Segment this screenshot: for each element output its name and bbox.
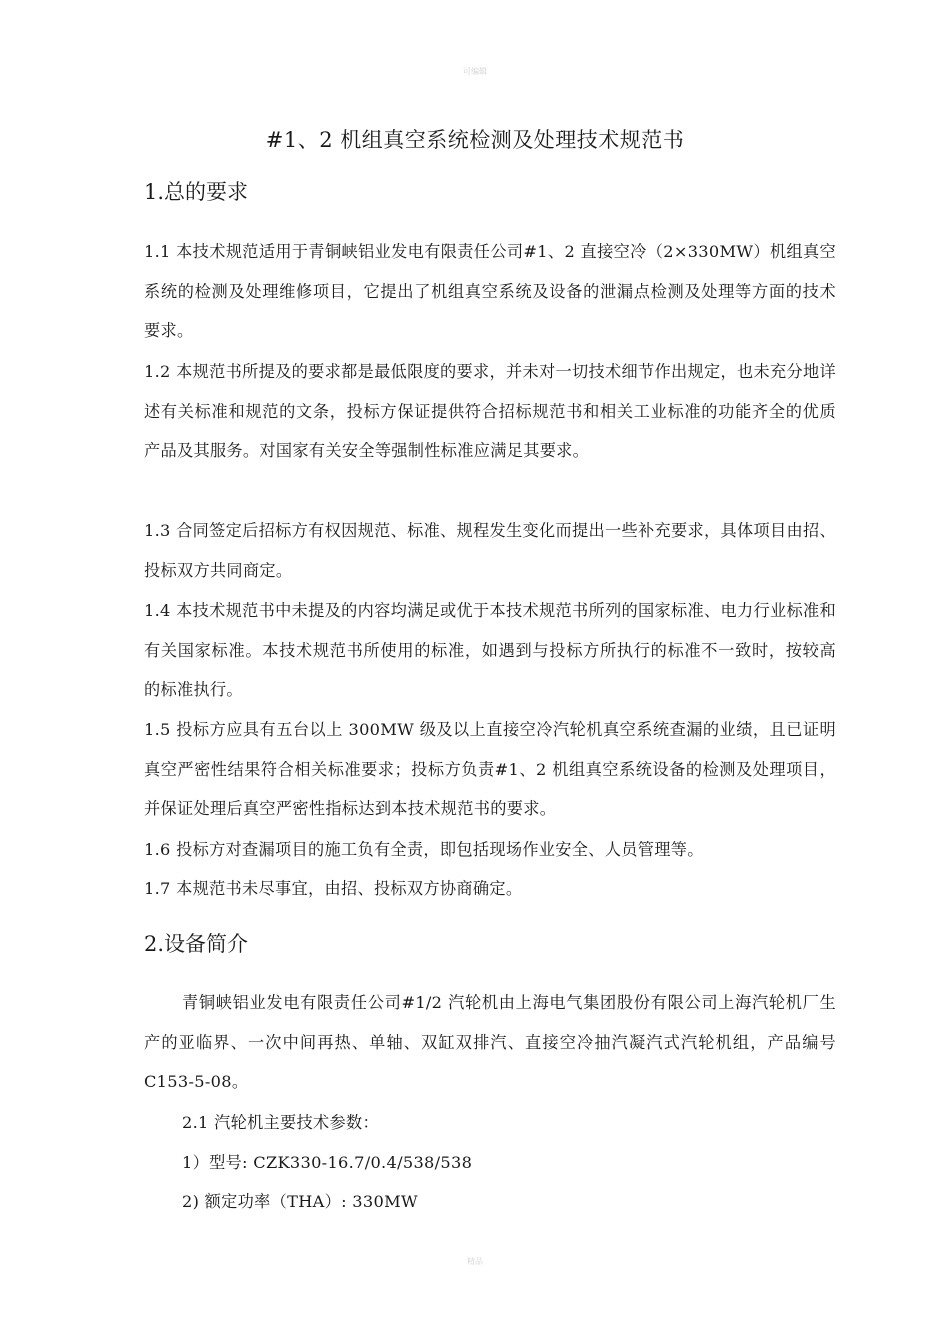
paragraph-1-3: 1.3 合同签定后招标方有权因规范、标准、规程发生变化而提出一些补充要求，具体项目由招、投标双方共同商定。 <box>144 521 836 580</box>
footer-watermark: 精品 <box>467 1257 483 1266</box>
paragraph-1-4: 1.4 本技术规范书中未提及的内容均满足或优于本技术规范书所列的国家标准、电力行业标准和有关国家标准。本技术规范书所使用的标准，如遇到与投标方所执行的标准不一致时，按较高的标准执行。 <box>144 601 836 699</box>
section-1-heading: 1.总的要求 <box>144 180 249 204</box>
paragraph-1-2: 1.2 本规范书所提及的要求都是最低限度的要求，并未对一切技术细节作出规定，也未充分地详述有关标准和规范的文条，投标方保证提供符合招标规范书和相关工业标准的功能齐全的优质产品及其服务。对国家有关安全等强制性标准应满足其要求。 <box>144 362 836 460</box>
paragraph-1-5: 1.5 投标方应具有五台以上 300MW 级及以上直接空冷汽轮机真空系统查漏的业绩，且已证明真空严密性结果符合相关标准要求；投标方负责#1、2 机组真空系统设备的检测及处理项目，并保证处理后真空严密性指标达到本技术规范书的要求。 <box>144 720 836 818</box>
equipment-intro: 青铜峡铝业发电有限责任公司#1/2 汽轮机由上海电气集团股份有限公司上海汽轮机厂生产的亚临界、一次中间再热、单轴、双缸双排汽、直接空冷抽汽凝汽式汽轮机组，产品编号 C153-5-08。 <box>144 993 836 1091</box>
header-watermark: 可编辑 <box>463 67 487 76</box>
section-2-heading: 2.设备简介 <box>144 932 249 956</box>
tech-params-heading: 2.1 汽轮机主要技术参数： <box>182 1113 379 1132</box>
paragraph-1-1: 1.1 本技术规范适用于青铜峡铝业发电有限责任公司#1、2 直接空冷（2×330MW）机组真空系统的检测及处理维修项目，它提出了机组真空系统及设备的泄漏点检测及处理等方面的技术要求。 <box>144 242 836 340</box>
paragraph-1-7: 1.7 本规范书未尽事宜，由招、投标双方协商确定。 <box>144 879 523 898</box>
paragraph-1-6: 1.6 投标方对查漏项目的施工负有全责，即包括现场作业安全、人员管理等。 <box>144 840 704 859</box>
page-title: #1、2 机组真空系统检测及处理技术规范书 <box>265 128 685 152</box>
param-rated-power: 2) 额定功率（THA）: 330MW <box>182 1192 418 1211</box>
param-model: 1）型号: CZK330-16.7/0.4/538/538 <box>182 1153 473 1172</box>
